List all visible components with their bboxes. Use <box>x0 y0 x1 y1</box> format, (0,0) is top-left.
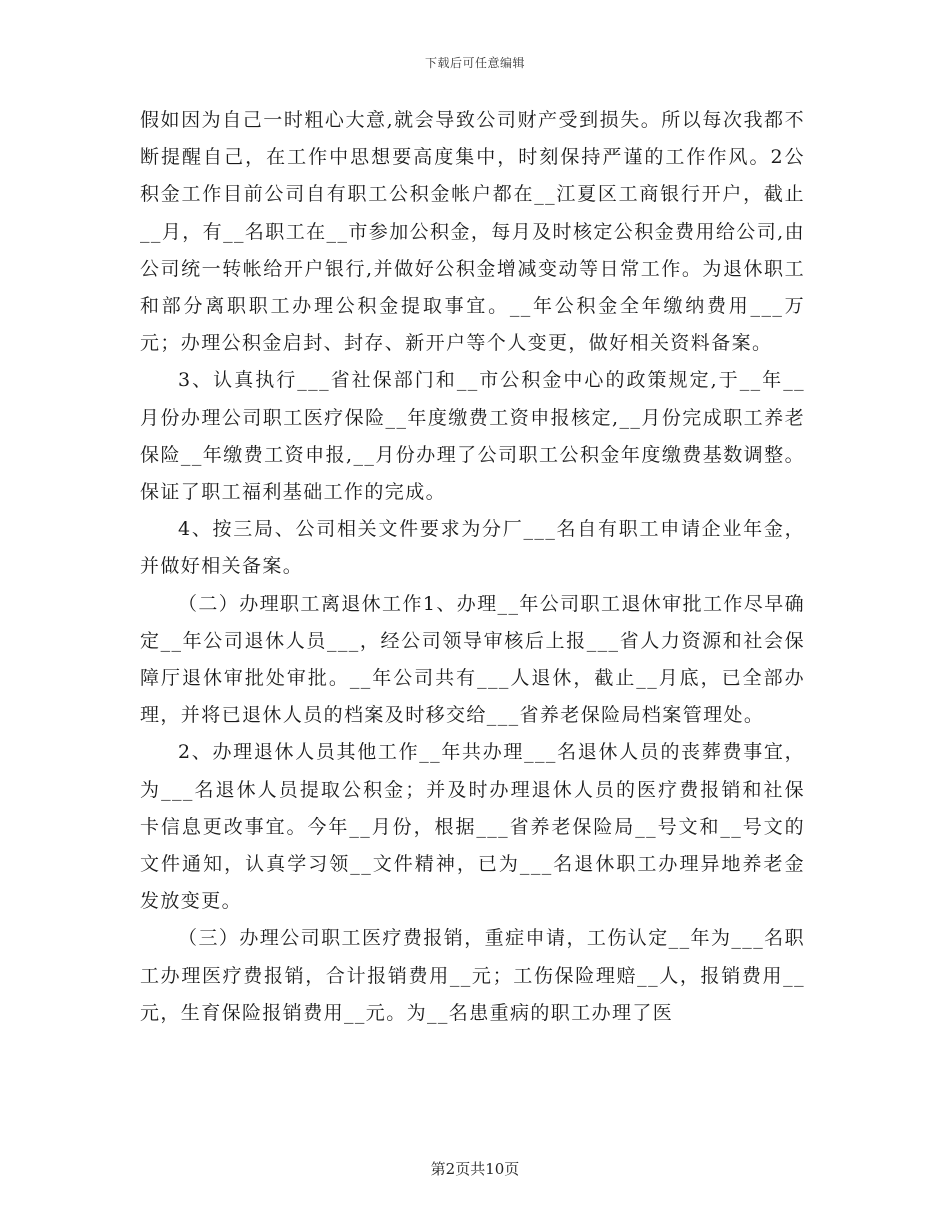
paragraph-6: （三）办理公司职工医疗费报销，重症申请，工伤认定__年为___名职工办理医疗费报销，合计报销费用__元；工伤保险理赔__人，报销费用__元，生育保险报销费用__元。为__名患重病的职工办理了医 <box>140 927 805 1024</box>
paragraph-2: 3、认真执行___省社保部门和__市公积金中心的政策规定,于__年__月份办理公司职工医疗保险__年度缴费工资申报核定,__月份完成职工养老保险__年缴费工资申报,__月份办理了公司职工公积金年度缴费基数调整。保证了职工福利基础工作的完成。 <box>140 369 805 504</box>
page-number: 第2页共10页 <box>430 1160 520 1178</box>
paragraph-1: 假如因为自己一时粗心大意,就会导致公司财产受到损失。所以每次我都不断提醒自己，在工作中思想要高度集中，时刻保持严谨的工作作风。2公积金工作目前公司自有职工公积金帐户都在__江夏区工商银行开户，截止__月，有__名职工在__市参加公积金，每月及时核定公积金费用给公司,由公司统一转帐给开户银行,并做好公积金增减变动等日常工作。为退休职工和部分离职职工办理公积金提取事宜。__年公积金全年缴纳费用___万元；办理公积金启封、封存、新开户等个人变更，做好相关资料备案。 <box>140 109 805 355</box>
page-header-note: 下载后可任意编辑 <box>424 56 525 70</box>
paragraph-5: 2、办理退休人员其他工作__年共办理___名退休人员的丧葬费事宜，为___名退休人员提取公积金；并及时办理退休人员的医疗费报销和社保卡信息更改事宜。今年__月份，根据___省养老保险局__号文和__号文的文件通知，认真学习领__文件精神，已为___名退休职工办理异地养老金发放变更。 <box>140 741 805 913</box>
document-body <box>140 102 805 1032</box>
paragraph-4: （二）办理职工离退休工作1、办理__年公司职工退休审批工作尽早确定__年公司退休人员___，经公司领导审核后上报___省人力资源和社会保障厅退休审批处审批。__年公司共有___人退休，截止__月底，已全部办理，并将已退休人员的档案及时移交给___省养老保险局档案管理处。 <box>140 592 805 727</box>
paragraph-3: 4、按三局、公司相关文件要求为分厂___名自有职工申请企业年金，并做好相关备案。 <box>140 518 805 578</box>
